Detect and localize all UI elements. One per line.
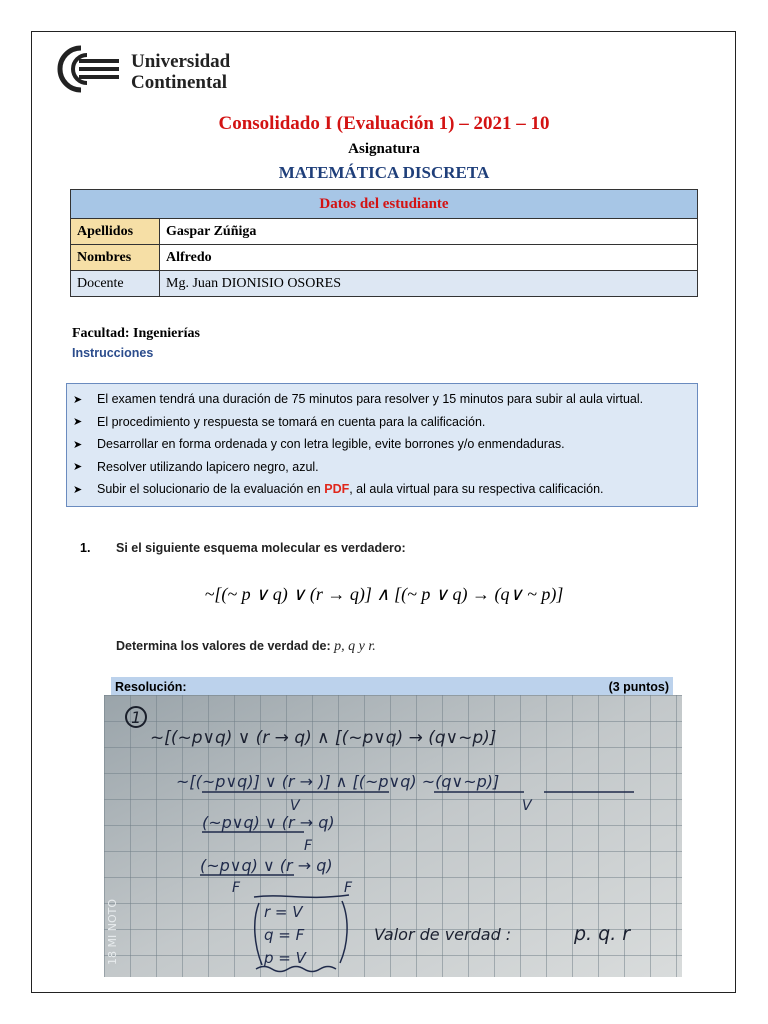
student-data-table	[70, 189, 698, 297]
instruction-text: Resolver utilizando lapicero negro, azul.	[97, 459, 319, 474]
instruction-text: El procedimiento y respuesta se tomará en cuenta para la calificación.	[97, 414, 486, 429]
determine-vars: p, q y r.	[334, 639, 376, 654]
hw-mark-f-3: F	[344, 880, 353, 896]
arrow-bullet-icon: ➤	[73, 461, 83, 474]
teacher-value: Mg. Juan DIONISIO OSORES	[160, 271, 698, 297]
teacher-label: Docente	[71, 271, 160, 297]
instruction-text-pre: Subir el solucionario de la evaluación en	[97, 482, 325, 497]
hw-mark-f-2: F	[232, 880, 241, 896]
student-table-header: Datos del estudiante	[71, 190, 698, 219]
hw-line-3: (~p∨q) ∨ (r → q)	[202, 813, 335, 832]
resolution-points: (3 puntos)	[608, 679, 669, 694]
hw-answer-vars: p. q. r	[574, 923, 631, 945]
resolution-label: Resolución:	[115, 679, 187, 694]
determine-label: Determina los valores de verdad de:	[116, 639, 331, 653]
hw-q-equation: q = F	[264, 926, 305, 944]
instruction-text: Desarrollar en forma ordenada y con letra legible, evite borrones y/o enmendaduras.	[97, 437, 565, 452]
faculty: Facultad: Ingenierías	[72, 326, 200, 341]
photo-watermark: 18 MI NOTO	[106, 899, 119, 965]
hw-circle-number: 1	[131, 708, 142, 727]
hw-mark-v-2: V	[522, 798, 532, 814]
exam-title: Consolidado I (Evaluación 1) – 2021 – 10	[218, 113, 550, 134]
arrow-bullet-icon: ➤	[73, 483, 83, 496]
instruction-item	[73, 411, 697, 434]
hw-r-equation: r = V	[264, 903, 303, 921]
resolution-bar	[111, 677, 673, 696]
question-prompt: Si el siguiente esquema molecular es verdadero:	[116, 541, 406, 555]
course-name: MATEMÁTICA DISCRETA	[278, 163, 490, 182]
instructions-title: Instrucciones	[72, 346, 154, 360]
instruction-text	[97, 482, 604, 496]
names-value: Alfredo	[160, 245, 698, 271]
table-row	[71, 245, 698, 271]
determine-prompt	[116, 639, 376, 655]
instruction-text-post: , al aula virtual para su respectiva calificación.	[349, 482, 604, 497]
instruction-item	[73, 433, 697, 456]
pdf-highlight: PDF	[324, 482, 350, 497]
subject-label: Asignatura	[348, 141, 420, 157]
question-number: 1.	[80, 541, 91, 555]
handwritten-solution-photo	[104, 695, 682, 977]
university-name	[131, 51, 230, 93]
surname-value: Gaspar Zúñiga	[160, 219, 698, 245]
instruction-item	[73, 478, 697, 501]
hw-mark-v-1: V	[290, 798, 300, 814]
arrow-bullet-icon: ➤	[73, 438, 83, 451]
instructions-box	[66, 383, 698, 507]
hw-line-4: (~p∨q) ∨ (r → q)	[200, 856, 333, 875]
table-row	[71, 271, 698, 297]
arrow-bullet-icon: ➤	[73, 416, 83, 429]
surname-label: Apellidos	[71, 219, 160, 245]
instruction-item	[73, 456, 697, 479]
logic-formula: ~[(~ p ∨ q) ∨ (r → q)] ∧ [(~ p ∨ q) → (q∨ ~ p)]	[204, 584, 564, 604]
arrow-bullet-icon: ➤	[73, 393, 83, 406]
hw-mark-f-1: F	[304, 838, 313, 854]
hw-answer-label: Valor de verdad :	[374, 925, 512, 944]
table-row	[71, 219, 698, 245]
hw-line-2: ~[(~p∨q)] ∨ (r → )] ∧ [(~p∨q) ~(q∨~p)]	[176, 772, 500, 791]
hw-p-equation: p = V	[264, 949, 306, 967]
university-name-line2: Continental	[131, 72, 228, 93]
names-label: Nombres	[71, 245, 160, 271]
hw-line-1: ~[(~p∨q) ∨ (r → q) ∧ [(~p∨q) → (q∨~p)]	[150, 728, 497, 748]
instruction-item	[73, 388, 697, 411]
university-logo	[41, 45, 121, 93]
university-name-line1: Universidad	[131, 51, 231, 72]
instruction-text: El examen tendrá una duración de 75 minutos para resolver y 15 minutos para subir al aula virtual.	[97, 392, 644, 407]
